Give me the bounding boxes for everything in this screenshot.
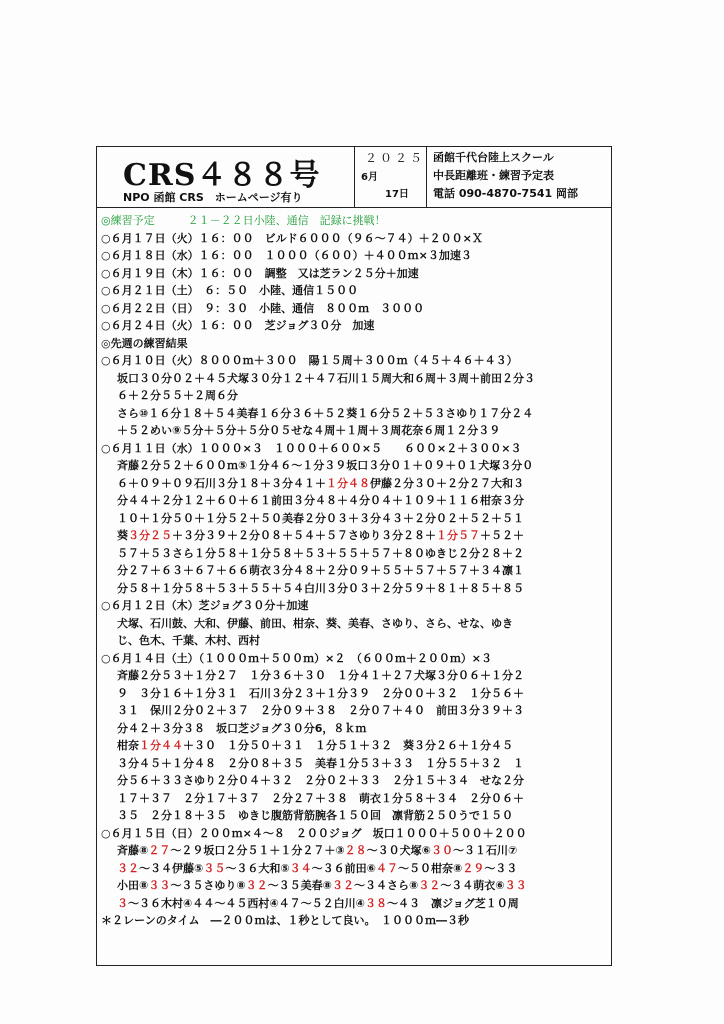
text-line: [101, 597, 607, 615]
text-segment: ３１ 保川２分０２＋３７ ２分０９＋３８ ２分０７＋４０ 前田３分３９＋３: [117, 704, 524, 717]
text-line: [101, 807, 607, 825]
highlight-time: １分４４: [139, 739, 183, 752]
highlight-time: ３２: [331, 879, 354, 892]
text-line: [101, 790, 607, 808]
text-segment: 小田⑧: [117, 879, 149, 892]
text-line: [101, 335, 607, 353]
text-segment: ～３０犬塚⑥: [366, 844, 431, 857]
text-line: [101, 510, 607, 528]
text-segment: ３分４５＋１分４８ ２分０８＋３５ 美春１分５３＋３３ １分５５＋３２ １: [117, 756, 524, 770]
text-line: [101, 562, 607, 580]
text-line: [101, 492, 607, 510]
text-segment: ○６月１２日（木）芝ジョグ３０分＋加速: [101, 599, 309, 612]
text-line: [101, 300, 607, 318]
text-segment: ○６月１４日（土）（１０００ｍ＋５００ｍ）×２ （６００ｍ＋２００ｍ）×３: [101, 651, 493, 665]
text-segment: ～３１石川⑦: [452, 844, 518, 857]
text-line: [101, 755, 607, 773]
text-segment: ○６月１７日（火）１６：００ ビルド６０００（９６～７４）＋２００×Ｘ: [101, 231, 483, 245]
org-name: 函館千代台陸上スクール: [433, 151, 554, 164]
text-segment: ～３４萌衣⑥: [440, 879, 505, 892]
highlight-time: ３４: [289, 861, 312, 875]
text-line: [101, 247, 607, 265]
text-segment: ＋５２めい⑨５分＋５分＋５分０５せな４周＋１周＋３周花奈６周１２分３９: [117, 424, 501, 437]
text-segment: ○６月１５日（日）２００ｍ×４～８ ２００ジョグ 坂口１０００＋５００＋２００: [101, 826, 527, 840]
highlight-time: ３２: [117, 861, 139, 875]
text-segment: ＋５２＋: [480, 529, 524, 542]
highlight-time: ３: [117, 896, 128, 910]
issue-month: 6月: [361, 172, 378, 183]
text-segment: 分４２＋３分３８ 坂口芝ジョグ３０分6，８ｋｍ: [117, 721, 367, 735]
highlight-time: ３２: [245, 879, 268, 892]
highlight-time: ３３: [148, 879, 171, 892]
text-segment: ○６月１８日（水）１６：００ １０００（６００）＋４００ｍ×３加速３: [101, 249, 472, 262]
text-line: [101, 702, 607, 720]
highlight-time: ３分２５: [128, 529, 172, 542]
text-line: [101, 615, 607, 633]
text-segment: ～３６木村④４４～４５西村④４７～５２白川④: [128, 896, 365, 910]
highlight-time: ３５: [203, 861, 226, 875]
text-segment: ６＋２分５５＋２周６分: [117, 389, 238, 402]
text-segment: ～３６前田⑥: [311, 861, 376, 875]
highlight-time: ４７: [375, 861, 398, 875]
text-line: [101, 317, 607, 335]
text-segment: ○６月１０日（火）８０００ｍ＋３００ 陽１５周＋３００ｍ（４５＋４６＋４３）: [101, 354, 518, 367]
text-line: [101, 650, 607, 668]
text-segment: 斉藤２分５３＋１分２７ １分３６＋３０ １分４１＋２７犬塚３分０６＋１分２: [117, 669, 524, 682]
text-segment: １０＋１分５０＋１分５２＋５０美春２分０３＋３分４３＋２分０２＋５２＋５１: [117, 511, 524, 525]
text-segment: ６＋０９＋０９石川３分１８＋３分４１＋: [117, 476, 326, 490]
text-segment: 犬塚、石川鼓、大和、伊藤、前田、柑奈、葵、美春、さゆり、さら、せな、ゆき: [117, 616, 513, 630]
highlight-time: ３８: [364, 896, 387, 910]
text-line: [101, 685, 607, 703]
title-cell: [97, 147, 355, 207]
highlight-time: ２７: [148, 844, 171, 857]
text-line: [101, 230, 607, 248]
text-segment: 分２７＋６３＋６７＋６６萌衣３分４８＋２分０９＋５５＋５７＋５７＋３４凛１: [117, 564, 524, 577]
org-phone: 電話 090-4870-7541 岡部: [433, 187, 578, 200]
text-segment: ＋３分３９＋２分０８＋５４＋５７さゆり３分２８＋: [172, 529, 436, 542]
text-segment: 斉藤⑧: [117, 844, 149, 857]
text-segment: ～３４さら⑧: [353, 879, 419, 892]
text-line: [101, 912, 607, 930]
text-line: [101, 457, 607, 475]
text-segment: ＊２レーンのタイム ―２００ｍは、１秒として良い。 １０００ｍ―３秒: [101, 914, 470, 927]
text-segment: ◎先週の練習結果: [101, 336, 188, 350]
text-line: [101, 527, 607, 545]
highlight-time: ３２: [418, 879, 441, 892]
org-info: [433, 149, 578, 203]
text-segment: ○６月２４日（火）１６：００ 芝ジョグ３０分 加速: [101, 319, 375, 332]
date-cell: [355, 147, 427, 207]
text-line: [101, 440, 607, 458]
text-line: [101, 772, 607, 790]
text-segment: ～５０柑奈⑧: [397, 861, 463, 875]
text-segment: ○６月２１日（土） ６：５０ 小陸、通信１５００: [101, 284, 359, 297]
text-line: [101, 895, 607, 913]
text-line: [101, 387, 607, 405]
header-box: [96, 146, 612, 208]
text-segment: ～３６大和⑤: [225, 861, 290, 875]
text-line: [101, 212, 607, 230]
text-line: [101, 282, 607, 300]
text-line: [101, 370, 607, 388]
text-segment: ９ ３分１６＋１分３１ 石川３分２３＋１分３９ ２分００＋３２ １分５６＋: [117, 686, 524, 700]
text-segment: 柑奈: [117, 739, 139, 752]
text-segment: ５７＋５３さら１分５８＋１分５８＋５３＋５５＋５７＋８０ゆきじ２分２８＋２: [117, 546, 524, 560]
text-line: [101, 842, 607, 860]
newsletter-title: CRS４８８号: [123, 158, 321, 193]
text-line: [101, 405, 607, 423]
highlight-time: ２９: [462, 861, 485, 875]
text-segment: ～３５美春⑧: [267, 879, 332, 892]
text-segment: ◎練習予定 ２１－２２日小陸、通信 記録に挑戦！: [101, 214, 386, 227]
org-division: 中長距離班・練習予定表: [433, 169, 554, 182]
text-segment: ～２９坂口２分５１＋１分２７＋③: [170, 844, 345, 857]
text-line: [101, 720, 607, 738]
text-segment: ～３５さゆり⑧: [170, 879, 246, 892]
text-line: [101, 737, 607, 755]
text-segment: 葵: [117, 529, 128, 542]
text-segment: 分５８＋１分５８＋５３＋５５＋５４白川３分０３＋２分５９＋８１＋８５＋８５: [117, 581, 524, 595]
newsletter-subtitle: NPO 函館 CRS ホームページ有り: [123, 191, 303, 204]
text-segment: ＋３０ １分５０＋３１ １分５１＋３２ 葵３分２６＋１分４５: [183, 739, 513, 752]
text-line: [101, 580, 607, 598]
highlight-time: ３０: [430, 844, 453, 857]
text-segment: 斉藤２分５２＋６００ｍ⑤１分４６～１分３９坂口３分０１＋０９＋０１犬塚３分０: [117, 459, 534, 472]
text-line: [101, 860, 607, 878]
text-line: [101, 265, 607, 283]
highlight-time: １分５７: [436, 529, 480, 542]
text-segment: 伊藤２分３０＋２分２７大和３: [370, 476, 524, 490]
text-line: [101, 667, 607, 685]
text-line: [101, 632, 607, 650]
text-line: [101, 877, 607, 895]
schedule-body: [96, 208, 612, 966]
issue-day: 17日: [385, 189, 409, 200]
highlight-time: ３３: [504, 879, 527, 892]
text-segment: さら⑩１６分１８＋５４美春１６分３６＋５２葵１６分５２＋５３さゆり１７分２４: [117, 406, 534, 420]
highlight-time: ２８: [344, 844, 367, 857]
text-segment: ○６月２２日（日） ９：３０ 小陸、通信 ８００ｍ ３０００: [101, 301, 425, 315]
text-segment: じ、色木、千葉、木村、西村: [117, 634, 260, 647]
text-segment: ○６月１１日（水）１０００×３ １０００＋６００×５ ６００×２＋３００×３: [101, 441, 522, 455]
text-segment: ～３４伊藤⑤: [139, 861, 204, 875]
text-segment: 坂口３０分０２＋４５犬塚３０分１２＋４７石川１５周大和６周＋３周＋前田２分３: [117, 371, 535, 385]
text-segment: ～４３ 凛ジョグ芝１０周: [386, 896, 519, 910]
issue-year: ２０２５: [365, 151, 426, 165]
highlight-time: １分４８: [326, 476, 370, 490]
newsletter-page: [96, 146, 612, 966]
text-line: [101, 825, 607, 843]
text-line: [101, 475, 607, 493]
text-segment: ３５ ２分１８＋３５ ゆきじ腹筋背筋腕各１５０回 凛背筋２５０うで１５０: [117, 809, 513, 822]
org-cell: [427, 147, 611, 207]
text-line: [101, 352, 607, 370]
text-segment: ○６月１９日（木）１６：００ 調整 又は芝ラン２５分＋加速: [101, 266, 419, 280]
text-segment: 分４４＋２分１２＋６０＋６１前田３分４８＋４分０４＋１０９＋１１６柑奈３分: [117, 494, 524, 507]
text-segment: 分５６＋３３さゆり２分０４＋３２ ２分０２＋３３ ２分１５＋３４ せな２分: [117, 774, 524, 787]
text-segment: １７＋３７ ２分１７＋３７ ２分２７＋３８ 萌衣１分５８＋３４ ２分０６＋: [117, 791, 524, 805]
text-segment: ～３３: [484, 861, 518, 875]
text-line: [101, 422, 607, 440]
text-line: [101, 545, 607, 563]
